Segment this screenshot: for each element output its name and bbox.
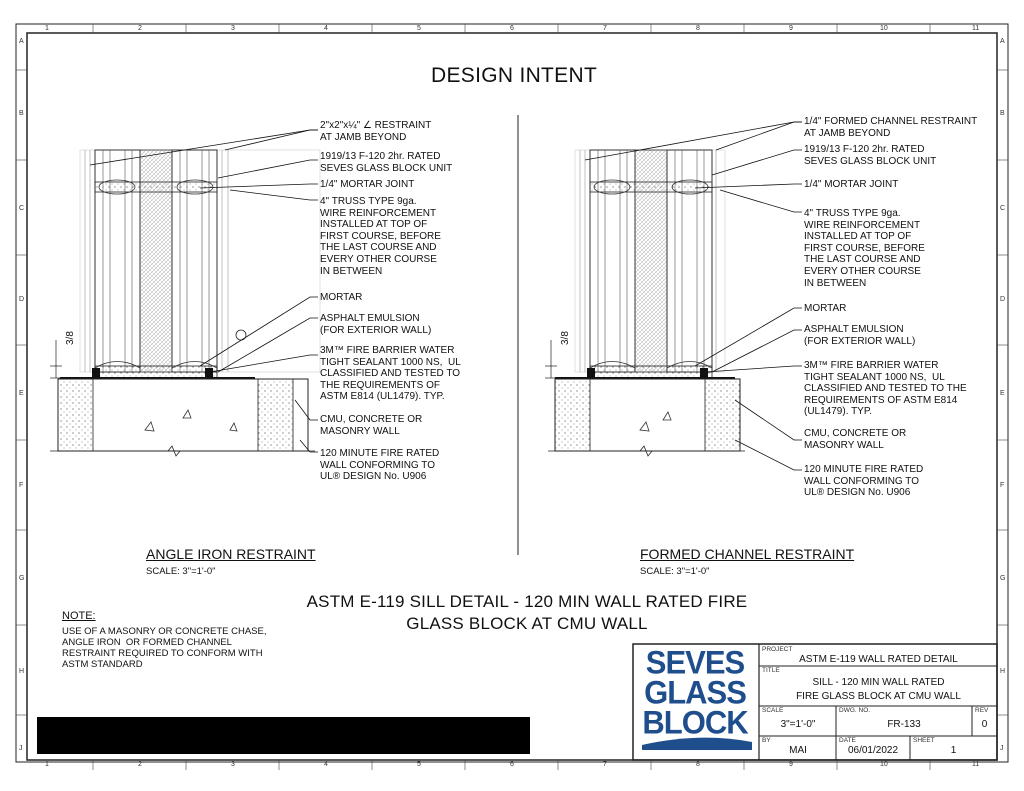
main-title-line1: ASTM E-119 SILL DETAIL - 120 MIN WALL RATED FIRE xyxy=(306,592,748,611)
col-label: 1 xyxy=(45,25,49,32)
col-label: 7 xyxy=(603,761,607,768)
logo-word: GLASS xyxy=(644,674,746,711)
row-label: F xyxy=(19,482,24,489)
sheet-value: 1 xyxy=(950,745,957,756)
rev-label: REV xyxy=(975,707,989,714)
left-cmu-wall xyxy=(50,379,315,456)
left-detail-title: ANGLE IRON RESTRAINT xyxy=(146,546,316,562)
left-callout-fire-wall: 120 MINUTE FIRE RATED WALL CONFORMING TO UL® DESIGN No. U906 xyxy=(320,448,440,483)
col-label: 8 xyxy=(696,25,700,32)
col-label: 4 xyxy=(324,25,328,32)
project-label: PROJECT xyxy=(762,646,793,653)
logo-word: BLOCK xyxy=(642,704,748,741)
right-callout-mortar-joint: 1/4" MORTAR JOINT xyxy=(804,179,899,190)
row-label: C xyxy=(1000,205,1006,212)
left-callout-mortar: MORTAR xyxy=(320,292,363,303)
left-detail-scale: SCALE: 3"=1'-0" xyxy=(146,566,216,577)
right-callout-glass-block: 1919/13 F-120 2hr. RATED SEVES GLASS BLOCK UNIT xyxy=(804,144,937,167)
right-callout-mortar: MORTAR xyxy=(804,303,847,314)
col-label: 1 xyxy=(45,761,49,768)
left-callout-truss: 4" TRUSS TYPE 9ga. WIRE REINFORCEMENT INSTALLED AT TOP OF FIRST COURSE, BEFORE THE LAST COURSE AND EVERY OTHER COURSE IN BETWEEN xyxy=(320,196,441,277)
col-label: 2 xyxy=(138,761,142,768)
row-label: G xyxy=(19,575,25,582)
col-label: 6 xyxy=(510,25,514,32)
col-label: 11 xyxy=(972,25,980,32)
right-callout-restraint: 1/4" FORMED CHANNEL RESTRAINT AT JAMB BEYOND xyxy=(804,116,978,139)
col-label: 6 xyxy=(510,761,514,768)
row-label: H xyxy=(1000,668,1006,675)
left-callout-mortar-joint: 1/4" MORTAR JOINT xyxy=(320,179,415,190)
row-label: H xyxy=(19,668,25,675)
col-label: 9 xyxy=(789,25,793,32)
right-detail-scale: SCALE: 3"=1'-0" xyxy=(640,566,710,577)
right-callout-asphalt: ASPHALT EMULSION (FOR EXTERIOR WALL) xyxy=(804,324,916,347)
row-label: J xyxy=(1000,745,1004,752)
col-label: 10 xyxy=(880,25,888,32)
left-callout-restraint: 2"x2"x¼" ∠ RESTRAINT AT JAMB BEYOND xyxy=(320,120,432,143)
row-label: D xyxy=(19,296,25,303)
scale-label: SCALE xyxy=(762,707,784,714)
project-value: ASTM E-119 WALL RATED DETAIL xyxy=(799,654,958,665)
by-label: BY xyxy=(762,737,771,744)
row-label: B xyxy=(1000,110,1005,117)
sheet-label: SHEET xyxy=(913,737,935,744)
right-callout-truss: 4" TRUSS TYPE 9ga. WIRE REINFORCEMENT INSTALLED AT TOP OF FIRST COURSE, BEFORE THE LAST COURSE AND EVERY OTHER COURSE IN BETWEEN xyxy=(804,208,925,289)
note-text: USE OF A MASONRY OR CONCRETE CHASE, ANGLE IRON OR FORMED CHANNEL RESTRAINT REQUIRED TO CONFORM WITH ASTM STANDARD xyxy=(62,626,267,670)
seves-glass-block-logo xyxy=(640,644,750,752)
right-dim-label: 3/8 xyxy=(560,331,571,345)
left-callout-glass-block: 1919/13 F-120 2hr. RATED SEVES GLASS BLOCK UNIT xyxy=(320,151,453,174)
right-detail-title: FORMED CHANNEL RESTRAINT xyxy=(640,546,855,562)
row-label: A xyxy=(1000,38,1005,45)
row-label: C xyxy=(19,205,25,212)
redaction-bar xyxy=(37,717,530,754)
row-label: J xyxy=(19,745,23,752)
title-value-line1: SILL - 120 MIN WALL RATED xyxy=(812,677,945,688)
left-callout-cmu: CMU, CONCRETE OR MASONRY WALL xyxy=(320,414,423,437)
col-label: 2 xyxy=(138,25,142,32)
main-title-line2: GLASS BLOCK AT CMU WALL xyxy=(406,614,648,633)
left-dim-label: 3/8 xyxy=(65,331,76,345)
row-label: E xyxy=(1000,390,1005,397)
by-value: MAI xyxy=(789,745,807,756)
dwg-value: FR-133 xyxy=(887,719,921,730)
row-label: A xyxy=(19,38,24,45)
col-label: 7 xyxy=(603,25,607,32)
col-label: 11 xyxy=(972,761,980,768)
right-glass-block-assembly xyxy=(555,150,735,378)
left-callout-sealant: 3M™ FIRE BARRIER WATER TIGHT SEALANT 1000 NS, UL CLASSIFIED AND TESTED TO THE REQUIREMENTS OF ASTM E814 (UL1479). TYP. xyxy=(320,345,461,403)
row-label: E xyxy=(19,390,24,397)
col-label: 5 xyxy=(417,25,421,32)
right-callout-cmu: CMU, CONCRETE OR MASONRY WALL xyxy=(804,428,907,451)
row-label: D xyxy=(1000,296,1006,303)
left-callout-asphalt: ASPHALT EMULSION (FOR EXTERIOR WALL) xyxy=(320,313,432,336)
right-dimension xyxy=(545,340,557,378)
col-label: 3 xyxy=(231,761,235,768)
scale-value: 3"=1'-0" xyxy=(780,719,816,730)
col-label: 8 xyxy=(696,761,700,768)
row-label: F xyxy=(1000,482,1005,489)
row-label: G xyxy=(1000,575,1006,582)
left-dimension xyxy=(50,340,62,378)
date-value: 06/01/2022 xyxy=(847,745,899,756)
row-label: B xyxy=(19,110,24,117)
left-glass-block-assembly xyxy=(60,150,320,378)
dwg-label: DWG. NO. xyxy=(839,707,871,714)
col-label: 5 xyxy=(417,761,421,768)
col-label: 10 xyxy=(880,761,888,768)
rev-value: 0 xyxy=(981,719,988,730)
design-intent-heading: DESIGN INTENT xyxy=(431,64,598,87)
note-heading: NOTE: xyxy=(62,610,96,622)
right-cmu-wall xyxy=(548,379,745,456)
title-label: TITLE xyxy=(762,667,780,674)
logo-word: SEVES xyxy=(645,644,745,681)
right-callout-fire-wall: 120 MINUTE FIRE RATED WALL CONFORMING TO UL® DESIGN No. U906 xyxy=(804,464,924,499)
right-callout-sealant: 3M™ FIRE BARRIER WATER TIGHT SEALANT 1000 NS, UL CLASSIFIED AND TESTED TO THE REQUIREMENTS OF ASTM E814 (UL1479). TYP. xyxy=(804,360,967,418)
col-label: 9 xyxy=(789,761,793,768)
date-label: DATE xyxy=(839,737,856,744)
col-label: 3 xyxy=(231,25,235,32)
col-label: 4 xyxy=(324,761,328,768)
title-value-line2: FIRE GLASS BLOCK AT CMU WALL xyxy=(796,691,961,702)
